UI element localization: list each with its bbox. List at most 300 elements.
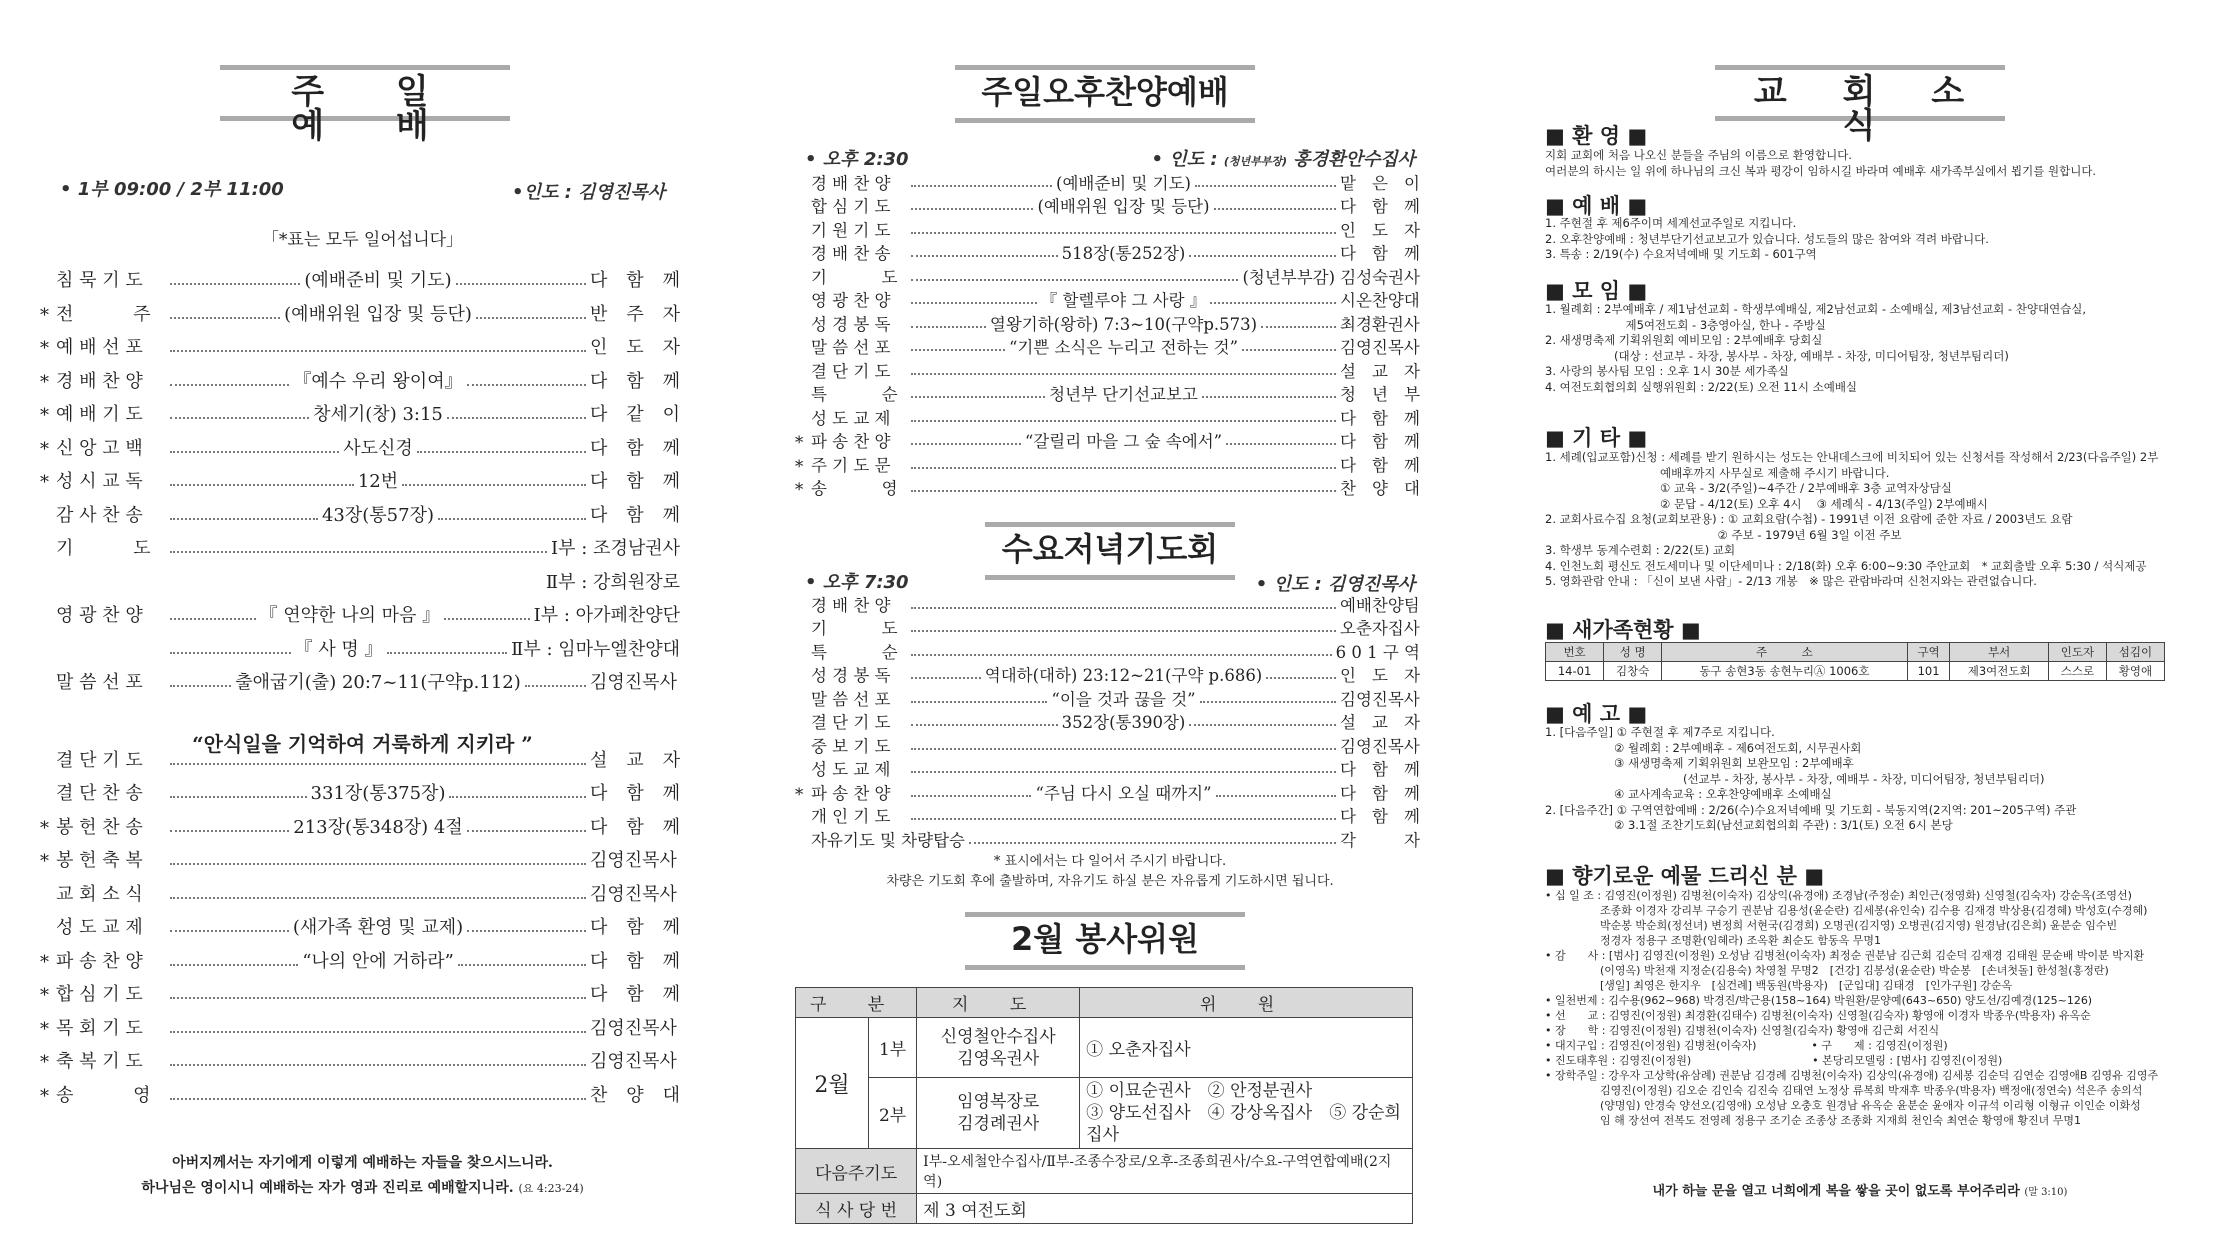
- wednesday-leader-dots: [911, 654, 1332, 656]
- wednesday-row: [795, 710, 1420, 734]
- sunday-item-content: 331장(통375장): [310, 783, 446, 804]
- afternoon-item-label: 송 영: [811, 479, 898, 498]
- offering-line-15: (양명임) 안경숙 양선오(김영애) 오성남 오충호 원경남 유옥순 윤분순 윤애자 이규석 이리형 이형규 이인순 이화성: [1545, 1099, 2141, 1112]
- members-2-line-b: ③ 양도선집사 ④ 강상옥집사 ⑤ 강순희집사: [1086, 1103, 1401, 1145]
- sunday-leader-dots: [170, 997, 586, 999]
- etc-line-5: 2. 교회사료수집 요청(교회보관용) : ① 교회요람(수첩) - 1991년 이전 요람에 준한 자료 / 2003년도 요람: [1545, 512, 2073, 526]
- wednesday-item-person: 김영진목사: [1340, 736, 1420, 756]
- sunday-row: [40, 396, 680, 426]
- sunday-leader-dots: [170, 830, 289, 832]
- wednesday-item-label: 성 경 봉 독: [811, 666, 891, 685]
- new-family-header-row: [1546, 643, 2165, 662]
- sunday-item-label: 합 심 기 도: [56, 984, 143, 1005]
- welcome-text: [1545, 148, 2175, 179]
- afternoon-leader-dots: [911, 349, 1005, 351]
- wednesday-row: [795, 639, 1420, 663]
- sunday-item-label: 영 광 찬 양: [56, 605, 143, 626]
- wednesday-leader-dots: [1200, 701, 1336, 703]
- new-family-table: [1545, 642, 2165, 681]
- wednesday-standing-mark: *: [795, 784, 804, 804]
- afternoon-leader-dots: [911, 208, 1033, 210]
- sunday-item-person: 인 도 자: [590, 337, 680, 358]
- servants-part-2: 2부: [869, 1078, 917, 1149]
- afternoon-leader-dots: [911, 490, 1336, 492]
- fam-guide: 스스로: [2048, 662, 2106, 681]
- sunday-item-person: 다 함 께: [590, 950, 681, 972]
- sunday-row: [40, 909, 680, 939]
- etc-line-7: 3. 학생부 동계수련회 : 2/22(토) 교회: [1545, 543, 1736, 557]
- afternoon-item-content: (예배준비 및 기도): [1056, 173, 1191, 193]
- fam-h-guide: 인도자: [2048, 643, 2106, 662]
- sunday-item-content: 43장(통57장): [321, 504, 435, 526]
- servants-members-2: [1080, 1078, 1413, 1149]
- worship-line-3: 3. 특송 : 2/19(수) 수요저녁예배 및 기도회 - 601구역: [1545, 247, 1817, 261]
- fam-h-name: 성 명: [1604, 643, 1662, 662]
- guide-2-name-a: 임영복장로: [957, 1092, 1040, 1112]
- wednesday-item-label: 결 단 기 도: [811, 713, 891, 732]
- wednesday-item-person: 김영진목사: [1340, 689, 1420, 709]
- middle-column: [795, 0, 1425, 1240]
- guide-2-name-b: 김경례권사: [957, 1114, 1040, 1134]
- afternoon-leader-dots: [911, 185, 1052, 187]
- wednesday-leader: • 인도 : 김영진목사: [1255, 574, 1415, 595]
- offering-line-6: (이영옥) 박천재 지정순(김용숙) 차영철 무명2 [건강] 김봉성(윤순란) 박순봉 [손녀첫돌] 한성철(홍정란): [1545, 964, 2109, 977]
- wednesday-item-label: 경 배 찬 양: [811, 595, 891, 615]
- afternoon-item-person: 다 함 께: [1340, 432, 1420, 451]
- afternoon-row: [795, 194, 1420, 218]
- sunday-service-title: [220, 65, 510, 146]
- fam-h-no: 번호: [1546, 643, 1604, 662]
- afternoon-leader-dots: [1226, 443, 1336, 445]
- afternoon-row: [795, 264, 1420, 288]
- notice-line-7: ② 3.1절 조찬기도회(남선교회협의회 주관) : 3/1(토) 오전 6시 본당: [1545, 818, 1953, 832]
- sunday-item-label: 목 회 기 도: [56, 1017, 143, 1039]
- sunday-item-person: 찬 양 대: [590, 1084, 680, 1106]
- sunday-row: [40, 1010, 680, 1040]
- afternoon-item-label: 영 광 찬 양: [811, 291, 891, 310]
- offering-line-4: 정경자 정용구 조명환(임혜라) 조옥환 최순도 함동옥 무명1: [1545, 934, 1881, 947]
- sunday-leader-dots: [467, 930, 586, 932]
- notice-line-1: 1. [다음주일] ① 주현절 후 제7주로 지킵니다.: [1545, 725, 1775, 739]
- wednesday-row: [795, 616, 1420, 640]
- sunday-item-label: 봉 헌 축 복: [56, 850, 143, 871]
- sunday-leader-dots: [402, 484, 586, 486]
- wednesday-item-label: 특 순: [811, 642, 898, 662]
- servants-part-1: 1부: [869, 1018, 917, 1078]
- sunday-row: [40, 430, 680, 460]
- sunday-item-person: 다 함 께: [590, 471, 681, 492]
- sunday-leader-dots: [170, 685, 231, 687]
- wednesday-item-label: 중 보 기 도: [811, 736, 891, 756]
- sunday-leader-dots: [447, 417, 586, 419]
- afternoon-time: • 오후 2:30: [805, 149, 909, 170]
- sunday-leader-dots: [525, 685, 586, 687]
- sunday-item-person: 다 함 께: [590, 270, 680, 291]
- offering-line-3: 박순봉 박순희(정선녀) 변정희 서현국(김경희) 오명권(김지영) 오병권(김지영) 원경남(김은희) 윤분순 임수빈: [1545, 919, 2118, 932]
- etc-line-6: ② 주보 - 1979년 6월 3일 이전 주보: [1545, 527, 1902, 542]
- afternoon-leader-dots: [1214, 208, 1336, 210]
- sunday-item-label: 기 도: [56, 538, 151, 559]
- wednesday-note-2: 차량은 기도회 후에 출발하며, 자유기도 하실 분은 자유롭게 기도하시면 됩니다.: [886, 874, 1334, 889]
- servants-members-1: ① 오춘자집사: [1080, 1018, 1413, 1078]
- sunday-item-content: 『 연약한 나의 마음 』: [259, 605, 441, 626]
- standing-note: 「*표는 모두 일어섭니다」: [261, 230, 464, 250]
- afternoon-item-person: 김영진목사: [1340, 338, 1420, 357]
- sunday-item-person: Ⅰ부 : 조경남권사: [551, 538, 680, 559]
- church-news-title-text: 교 회 소 식: [1753, 72, 1987, 146]
- afternoon-item-label: 경 배 찬 송: [811, 244, 891, 263]
- sunday-standing-mark: *: [40, 1052, 49, 1073]
- afternoon-item-person: 설 교 자: [1340, 361, 1420, 381]
- wednesday-item-label: 개 인 기 도: [811, 807, 891, 826]
- meeting-line-3: 2. 새생명축제 기획위원회 예비모임 : 2부예배후 당회실: [1545, 333, 1823, 347]
- afternoon-leader-dots: [1242, 349, 1336, 351]
- servants-guide-1: [917, 1018, 1080, 1078]
- new-family-heading: ■ 새가족현황 ■: [1545, 618, 1701, 642]
- sunday-item-person: 다 함 께: [590, 917, 681, 938]
- fam-h-helper: 섬김이: [2106, 643, 2164, 662]
- sunday-standing-mark: *: [40, 371, 49, 393]
- sunday-leader-dots: [170, 484, 354, 486]
- sunday-row: [40, 497, 680, 527]
- sunday-item-content: 출애굽기(출) 20:7~11(구약p.112): [235, 672, 521, 693]
- sunday-leader-dots: [170, 652, 291, 654]
- sunday-leader-dots: [170, 451, 339, 453]
- sunday-leader-dots: [449, 796, 586, 798]
- meeting-line-6: 4. 여전도회협의회 실행위원회 : 2/22(토) 오전 11시 소예배실: [1545, 379, 1858, 394]
- sunday-item-label: 결 단 찬 송: [56, 783, 143, 804]
- sunday-item-label: 교 회 소 식: [56, 883, 143, 905]
- afternoon-leader-dots: [911, 396, 1045, 398]
- wednesday-row: [795, 780, 1420, 804]
- afternoon-item-person: 최경환권사: [1340, 314, 1420, 334]
- meeting-line-2: 제5여전도회 - 3층영아실, 한나 - 주방실: [1545, 317, 1826, 332]
- sunday-standing-mark: *: [40, 304, 49, 326]
- wednesday-item-label: 기 도: [811, 619, 898, 638]
- header-category: 구 분: [796, 988, 917, 1018]
- etc-line-8: 4. 인천노회 평신도 전도세미나 및 이단세미나 : 2/18(화) 오후 6:00~9:30 주안교회 * 교회출발 오후 5:30 / 석식제공: [1545, 558, 2147, 573]
- offering-line-13: • 장학주일 : 강우자 고상학(유삼례) 권분남 김경례 김병천(이숙자) 김상익(유경애) 김세봉 김순덕 김연순 김영애B 김영유 김영주: [1545, 1069, 2159, 1082]
- afternoon-item-label: 결 단 기 도: [811, 361, 891, 381]
- afternoon-row: [795, 170, 1420, 194]
- afternoon-leader-dots: [911, 232, 1336, 234]
- notice-line-2: ② 월례회 : 2부예배후 - 제6여전도회, 시무권사회: [1545, 740, 1862, 755]
- sunday-item-label: 침 묵 기 도: [56, 270, 143, 291]
- sunday-leader-dots: [467, 830, 586, 832]
- offering-line-2: 조종화 이경자 강리부 구승기 권분남 김용성(윤순란) 김세봉(유인숙) 김수용 김재경 박상용(김경혜) 박성호(수경혜): [1545, 904, 2148, 917]
- wednesday-leader-dots: [911, 818, 1336, 820]
- offering-line-1: • 십 일 조 : 김영진(이정원) 김병천(이숙자) 김상익(유경애) 조경남(주정순) 최인근(정영화) 신영철(김숙자) 강순옥(조영선): [1545, 889, 2132, 902]
- afternoon-item-content: 청년부 단기선교보고: [1049, 385, 1198, 404]
- wednesday-item-label: 파 송 찬 양: [811, 783, 891, 803]
- sunday-item-person: 다 같 이: [590, 404, 680, 425]
- sunday-item-label: 예 배 선 포: [56, 337, 143, 358]
- sunday-leader-dots: [170, 384, 289, 386]
- sunday-item-content: 창세기(창) 3:15: [313, 404, 443, 425]
- sunday-row: [40, 842, 680, 872]
- sunday-leader-dots: [170, 930, 289, 932]
- sunday-item-content: 12번: [357, 471, 399, 492]
- worship-text: [1545, 216, 2175, 263]
- sunday-item-person: 다 함 께: [590, 783, 681, 804]
- wednesday-row: [795, 592, 1420, 616]
- notice-line-6: 2. [다음주간] ① 구역연합예배 : 2/26(수)수요저녁예배 및 기도회 - 북동지역(2지역: 201~205구역) 주관: [1545, 802, 2077, 817]
- fam-no: 14-01: [1546, 662, 1604, 681]
- wednesday-row: [795, 733, 1420, 757]
- wednesday-title-text: 수요저녁기도회: [1001, 530, 1219, 568]
- wednesday-leader-dots: [911, 724, 1058, 726]
- afternoon-item-label: 파 송 찬 양: [811, 432, 891, 451]
- afternoon-row: [795, 217, 1420, 241]
- wednesday-item-person: 인 도 자: [1340, 666, 1421, 685]
- sunday-standing-mark: *: [40, 338, 49, 359]
- sunday-item-person: 다 함 께: [590, 984, 680, 1005]
- servants-guide-2: [917, 1078, 1080, 1149]
- etc-text: [1545, 450, 2175, 590]
- afternoon-standing-mark: *: [795, 433, 804, 452]
- offering-line-14: 김영진(이정원) 김오순 김인숙 김진숙 김태연 노정상 류복희 박재후 박종우(박용자) 백정애(정연숙) 석은주 송의석: [1545, 1084, 2143, 1097]
- sunday-item-person: 반 주 자: [590, 303, 681, 325]
- afternoon-leader-dots: [911, 467, 1336, 469]
- sunday-item-person: Ⅱ부 : 강희원장로: [545, 571, 680, 593]
- afternoon-item-person: 다 함 께: [1340, 408, 1420, 428]
- wednesday-item-person: 예배찬양팀: [1340, 595, 1420, 615]
- sunday-row: [40, 876, 680, 906]
- afternoon-leader-dots: [1202, 396, 1336, 398]
- welcome-line-1: 지회 교회에 처음 나오신 분들을 주님의 이름으로 환영합니다.: [1545, 148, 1852, 162]
- sunday-leader-dots: [170, 618, 256, 620]
- wednesday-item-content: “이을 것과 끊을 것”: [1051, 689, 1196, 709]
- wednesday-item-person: 6 0 1 구 역: [1335, 642, 1420, 662]
- wednesday-item-person: 오춘자집사: [1340, 619, 1420, 638]
- wednesday-service-title: [985, 522, 1235, 580]
- sunday-standing-mark: *: [40, 1085, 49, 1107]
- wednesday-item-person: 각 자: [1340, 830, 1420, 850]
- wednesday-leader-dots: [911, 795, 1031, 797]
- offering-line-8: • 일천번제 : 김수용(962~968) 박경진/박근용(158~164) 박원환/문양예(643~650) 양도선/김예경(125~126): [1545, 994, 2093, 1007]
- afternoon-row: [795, 288, 1420, 312]
- sunday-leader-dots: [170, 1098, 586, 1100]
- etc-line-1: 1. 세례(입교포함)신청 : 세례를 받기 원하시는 성도는 안내데스크에 비치되어 있는 신청서를 작성해서 2/23(다음주일) 2부: [1545, 450, 2159, 464]
- afternoon-item-label: 성 도 교 제: [811, 408, 891, 428]
- afternoon-leader-dots: [1195, 185, 1336, 187]
- notice-line-3: ③ 새생명축제 기획위원회 보완모임 : 2부예배후: [1545, 756, 1854, 770]
- fam-address: 동구 송현3동 송현누리Ⓐ 1006호: [1662, 662, 1908, 681]
- afternoon-title-text: 주일오후찬양예배: [981, 73, 1229, 111]
- sunday-leader: •인도 : 김영진목사: [512, 182, 665, 203]
- sunday-standing-mark: *: [40, 438, 49, 460]
- sunday-item-content: 사도신경: [343, 437, 413, 459]
- servants-table: [795, 987, 1413, 1224]
- servants-header-row: [796, 988, 1413, 1018]
- etc-heading: ■ 기 타 ■: [1545, 426, 1648, 450]
- sunday-leader-dots: [170, 283, 300, 285]
- meeting-heading: ■ 모 임 ■: [1545, 279, 1648, 303]
- wednesday-row: [795, 686, 1420, 710]
- fam-h-district: 구역: [1907, 643, 1950, 662]
- sunday-item-person: 다 함 께: [590, 504, 680, 526]
- afternoon-item-person: (청년부부감) 김성숙권사: [1242, 267, 1420, 287]
- afternoon-item-label: 성 경 봉 독: [811, 314, 891, 334]
- afternoon-item-content: “갈릴리 마을 그 숲 속에서”: [1024, 432, 1223, 451]
- sunday-item-label: 축 복 기 도: [56, 1051, 143, 1072]
- sunday-service-column: [40, 0, 685, 1240]
- offering-heading: ■ 향기로운 예물 드리신 분 ■: [1545, 864, 1825, 888]
- etc-line-9: 5. 영화관람 안내 : 「신이 보낸 사람」- 2/13 개봉 ※ 많은 관람바라며 신천지와는 관련없습니다.: [1545, 574, 2037, 588]
- afternoon-leader-dots: [1261, 326, 1336, 328]
- welcome-line-2: 여러분의 하시는 일 위에 하나님의 크신 복과 평강이 임하시길 바라며 예배후 새가족부실에서 뵙기를 원합니다.: [1545, 163, 2097, 178]
- afternoon-leader-dots: [911, 326, 986, 328]
- sunday-item-label: 예 배 기 도: [56, 404, 143, 425]
- sunday-standing-mark: *: [40, 472, 49, 493]
- notice-line-4: (선교부 - 차장, 봉사부 - 차장, 예배부 - 차장, 미디어팀장, 청년부팀리더): [1545, 771, 2045, 786]
- sunday-item-person: 다 함 께: [590, 370, 681, 392]
- etc-line-3: ① 교육 - 3/2(주일)~4주간 / 2부예배후 3층 교역자상담실: [1545, 481, 1952, 495]
- etc-line-2: 예배후까지 사무실로 제출해 주시기 바랍니다.: [1545, 465, 1890, 480]
- afternoon-item-label: 특 순: [811, 385, 898, 404]
- sunday-row: [40, 329, 680, 359]
- afternoon-item-label: 말 씀 선 포: [811, 338, 891, 357]
- sunday-row: [40, 809, 680, 839]
- sunday-item-content: (예배준비 및 기도): [304, 270, 452, 291]
- sunday-row: [40, 664, 680, 694]
- afternoon-standing-mark: *: [795, 480, 804, 499]
- sunday-item-person: 다 함 께: [590, 437, 680, 459]
- afternoon-row: [795, 358, 1420, 382]
- malachi-verse-text: 내가 하늘 문을 열고 너희에게 복을 쌓을 곳이 없도록 부어주리라: [1652, 1184, 2020, 1199]
- sunday-leader-dots: [170, 897, 586, 899]
- afternoon-item-person: 시온찬양대: [1340, 291, 1420, 310]
- sunday-item-person: 설 교 자: [590, 749, 680, 771]
- servants-title: [965, 912, 1245, 970]
- afternoon-item-content: 518장(통252장): [1061, 244, 1186, 263]
- meeting-line-1: 1. 월례회 : 2부예배후 / 제1남선교회 - 학생부예배실, 제2남선교회 - 소예배실, 제3남선교회 - 찬양대연습실,: [1545, 302, 2087, 316]
- sunday-item-person: Ⅱ부 : 임마누엘찬양대: [511, 638, 680, 660]
- sunday-leader-dots: [170, 796, 307, 798]
- offering-text: [1545, 888, 2175, 1128]
- offering-line-9: • 선 교 : 김영진(이정원) 최경환(김태수) 김병천(이숙자) 신영철(김숙자) 황영애 이경자 박종우(박용자) 유옥순: [1545, 1009, 2091, 1022]
- church-news-title: [1715, 65, 2005, 146]
- afternoon-item-content: 『 할렐루야 그 사랑 』: [1040, 291, 1207, 310]
- afternoon-leader-dots: [911, 443, 1021, 445]
- afternoon-item-person: 다 함 께: [1340, 197, 1420, 216]
- servants-row-2: [796, 1078, 1413, 1149]
- afternoon-item-label: 경 배 찬 양: [811, 173, 891, 193]
- wednesday-time: • 오후 7:30: [805, 572, 909, 593]
- wednesday-item-person: 다 함 께: [1340, 760, 1420, 779]
- wednesday-leader-dots: [911, 630, 1336, 632]
- afternoon-item-person: 찬 양 대: [1340, 479, 1420, 498]
- meeting-line-5: 3. 사랑의 봉사팀 모임 : 오후 1시 30분 세가족실: [1545, 364, 1789, 378]
- etc-line-4: ② 문답 - 4/12(토) 오후 4시 ③ 세례식 - 4/13(주일) 2부예배시: [1545, 496, 1988, 511]
- wednesday-item-content: 역대하(대하) 23:12~21(구약 p.686): [984, 666, 1263, 685]
- afternoon-row: [795, 311, 1420, 335]
- afternoon-leader-dots: [911, 420, 1336, 422]
- sunday-standing-mark: *: [40, 405, 49, 426]
- wednesday-leader-dots: [911, 607, 1336, 609]
- sunday-item-content: (예배위원 입장 및 등단): [284, 303, 472, 325]
- servants-title-text: 2월 봉사위원: [1011, 920, 1199, 958]
- sunday-item-label: 전 주: [56, 303, 151, 325]
- sunday-leader-dots: [170, 317, 280, 319]
- next-prayer-row: [796, 1149, 1413, 1194]
- wednesday-row: [795, 663, 1420, 687]
- wednesday-row: [795, 827, 1420, 851]
- sunday-item-person: 김영진목사: [590, 672, 677, 693]
- wednesday-leader-dots: [1216, 795, 1336, 797]
- wednesday-item-label: 자유기도 및 차량탑승: [811, 830, 965, 850]
- sunday-leader-dots: [170, 763, 586, 765]
- offering-line-10: • 장 학 : 김영진(이정원) 김병천(이숙자) 신영철(김숙자) 황영애 김근회 서진식: [1545, 1024, 1940, 1037]
- sunday-item-label: 경 배 찬 양: [56, 370, 143, 392]
- afternoon-leader-name: 홍경환안수집사: [1293, 149, 1415, 170]
- fam-name: 김창숙: [1604, 662, 1662, 681]
- afternoon-service-title: [955, 65, 1255, 123]
- wednesday-leader-dots: [911, 677, 981, 679]
- wednesday-note-1: * 표시에서는 다 일어서 주시기 바랍니다.: [993, 854, 1227, 869]
- worship-heading: ■ 예 배 ■: [1545, 194, 1648, 218]
- sunday-verse-2-text: 하나님은 영이시니 예배하는 자가 영과 진리로 예배할지니라.: [141, 1180, 514, 1196]
- sunday-standing-mark: *: [40, 1018, 49, 1040]
- sunday-item-label: 성 시 교 독: [56, 471, 143, 492]
- afternoon-item-content: 열왕기하(왕하) 7:3~10(구약p.573): [989, 314, 1258, 334]
- wednesday-leader-dots: [911, 701, 1047, 703]
- sunday-leader-dots: [417, 451, 586, 453]
- header-members: 위 원: [1080, 988, 1413, 1018]
- fam-h-address: 주 소: [1662, 643, 1908, 662]
- welcome-heading: ■ 환 영 ■: [1545, 124, 1648, 148]
- sunday-row: [40, 262, 680, 292]
- sunday-time: • 1부 09:00 / 2부 11:00: [60, 179, 284, 200]
- afternoon-item-label: 기 도: [811, 267, 898, 287]
- sunday-item-label: 송 영: [56, 1084, 151, 1106]
- fam-helper: 황영애: [2106, 662, 2164, 681]
- sunday-item-person: Ⅰ부 : 아가페찬양단: [533, 605, 681, 626]
- meal-value: 제 3 여전도회: [917, 1194, 1413, 1224]
- wednesday-leader-dots: [1189, 724, 1336, 726]
- wednesday-leader-dots: [969, 842, 1336, 844]
- wednesday-leader-dots: [911, 748, 1336, 750]
- sunday-sermon-title: “안식일을 기억하여 거룩하게 지키라 ”: [192, 732, 533, 756]
- sunday-leader-dots: [170, 518, 318, 520]
- wednesday-row: [795, 757, 1420, 781]
- sunday-row: [40, 775, 680, 805]
- sunday-row: [40, 976, 680, 1006]
- afternoon-leader-dots: [1210, 302, 1336, 304]
- afternoon-row: [795, 476, 1420, 500]
- sunday-standing-mark: *: [40, 985, 49, 1006]
- malachi-verse-ref: (말 3:10): [2024, 1187, 2068, 1198]
- sunday-item-person: 김영진목사: [590, 883, 677, 905]
- sunday-leader-dots: [170, 863, 586, 865]
- afternoon-item-content: (예배위원 입장 및 등단): [1037, 197, 1210, 216]
- afternoon-item-label: 기 원 기 도: [811, 220, 891, 240]
- sunday-row: [40, 597, 680, 627]
- worship-line-1: 1. 주현절 후 제6주이며 세계선교주일로 지킵니다.: [1545, 216, 1797, 230]
- sunday-item-content: (새가족 환영 및 교제): [292, 917, 464, 938]
- wednesday-item-person: 설 교 자: [1340, 713, 1420, 732]
- header-guide: 지 도: [917, 988, 1080, 1018]
- afternoon-item-label: 주 기 도 문: [811, 455, 891, 475]
- afternoon-row: [795, 335, 1420, 359]
- sunday-leader-dots: [456, 283, 586, 285]
- offering-line-7: [생일] 최영은 한지우 [심건례] 백동원(박용자) [군입대] 김태경 [인가구원] 강순옥: [1545, 979, 2013, 992]
- afternoon-row: [795, 429, 1420, 453]
- afternoon-item-person: 다 함 께: [1340, 455, 1420, 475]
- sunday-item-person: 다 함 께: [590, 816, 681, 838]
- wednesday-row: [795, 804, 1420, 828]
- afternoon-item-person: 맡 은 이: [1340, 173, 1420, 193]
